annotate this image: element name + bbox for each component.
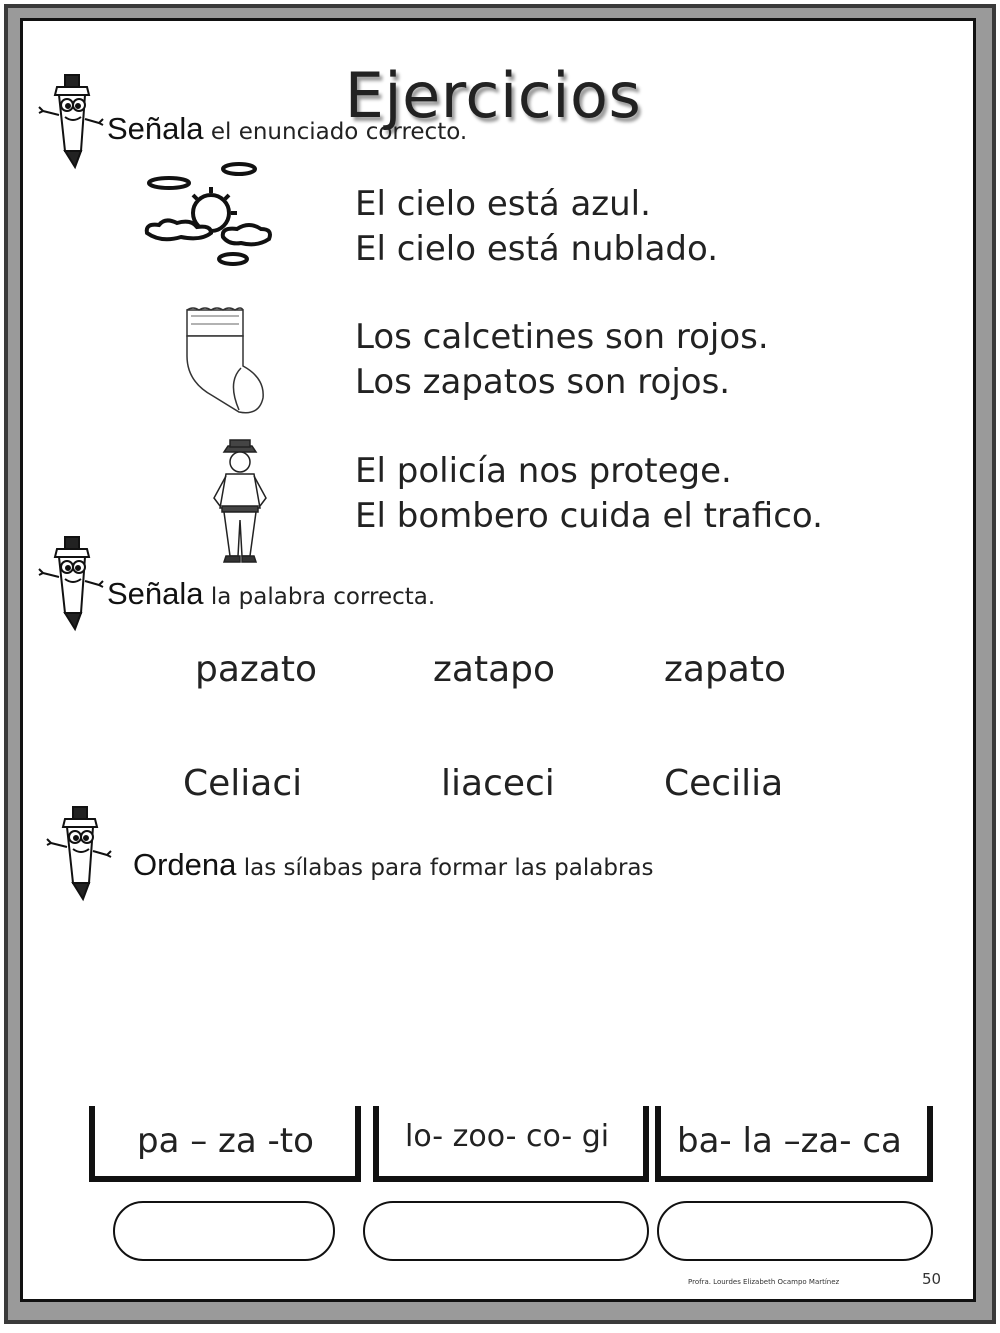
instruction-verb: Señala	[107, 111, 204, 146]
sentence-option[interactable]: El cielo está nublado.	[355, 229, 719, 269]
instruction-3	[133, 847, 653, 883]
instruction-verb: Señala	[107, 576, 204, 611]
sentence-option[interactable]: El cielo está azul.	[355, 184, 651, 224]
instruction-2	[107, 576, 435, 612]
sock-icon	[183, 306, 268, 418]
sentence-option[interactable]: El bombero cuida el trafico.	[355, 496, 823, 536]
sentence-option[interactable]: Los zapatos son rojos.	[355, 362, 731, 402]
pencil-mascot-icon	[35, 533, 105, 633]
instruction-text: las sílabas para formar las palabras	[243, 855, 654, 881]
answer-field[interactable]	[657, 1201, 933, 1261]
page-title: Ejercicios	[344, 59, 642, 132]
word-option[interactable]: Celiaci	[183, 763, 303, 804]
pencil-mascot-icon	[43, 803, 113, 903]
answer-field[interactable]	[113, 1201, 335, 1261]
worksheet-page	[20, 18, 976, 1302]
syllable-text: pa – za -to	[137, 1121, 314, 1161]
word-option[interactable]: pazato	[195, 649, 318, 690]
syllable-text: ba- la –za- ca	[677, 1121, 902, 1161]
instruction-1	[107, 111, 467, 147]
word-option[interactable]: liaceci	[441, 763, 555, 804]
author-credit: Profra. Lourdes Elizabeth Ocampo Martínez	[688, 1278, 840, 1286]
word-option[interactable]: zapato	[664, 649, 787, 690]
syllable-text: lo- zoo- co- gi	[405, 1119, 610, 1154]
sun-clouds-icon	[141, 161, 276, 266]
sentence-option[interactable]: Los calcetines son rojos.	[355, 317, 769, 357]
instruction-text: la palabra correcta.	[210, 584, 436, 610]
answer-field[interactable]	[363, 1201, 649, 1261]
instruction-text: el enunciado correcto.	[210, 119, 468, 145]
word-option[interactable]: zatapo	[433, 649, 556, 690]
pencil-mascot-icon	[35, 71, 105, 171]
page-number: 50	[922, 1270, 942, 1288]
word-option[interactable]: Cecilia	[664, 763, 784, 804]
police-officer-icon	[208, 436, 273, 566]
instruction-verb: Ordena	[133, 847, 237, 882]
sentence-option[interactable]: El policía nos protege.	[355, 451, 732, 491]
